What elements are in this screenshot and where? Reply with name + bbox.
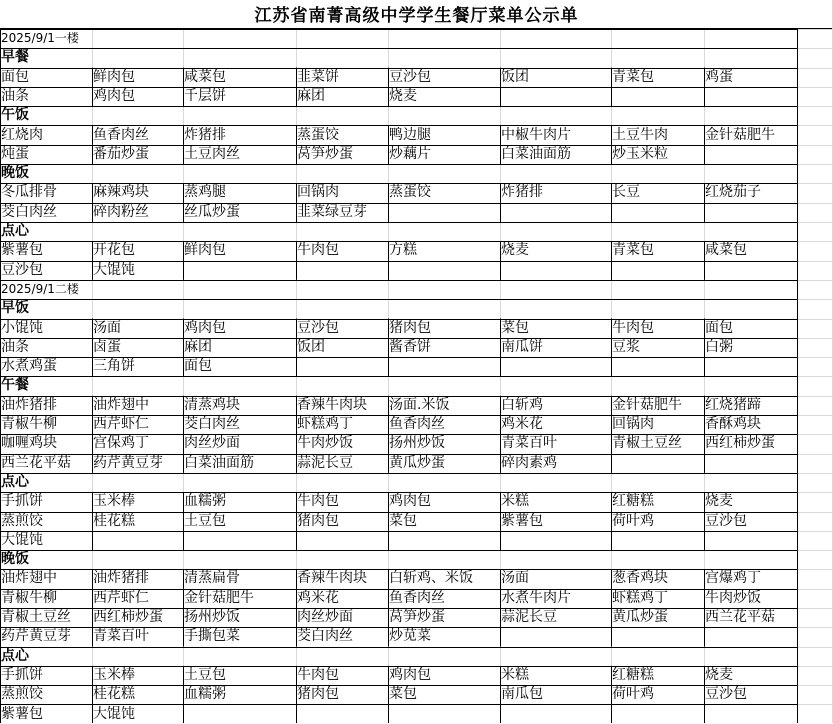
- menu-item-cell[interactable]: 香酥鸡块: [705, 416, 761, 432]
- menu-item-cell[interactable]: 白菜油面筋: [501, 145, 571, 162]
- menu-item-cell[interactable]: 虾糕鸡丁: [297, 416, 353, 432]
- menu-item-cell[interactable]: 回锅肉: [297, 184, 339, 201]
- menu-item-cell[interactable]: [704, 261, 705, 280]
- menu-item-cell[interactable]: 烧麦: [705, 666, 733, 683]
- menu-item-cell[interactable]: 扬州炒饭: [184, 609, 240, 625]
- menu-item-cell[interactable]: 西兰花平菇: [1, 454, 71, 471]
- floor-date-label: 2025/9/1一楼: [1, 31, 79, 45]
- menu-item-cell[interactable]: 西红柿炒蛋: [93, 609, 163, 625]
- menu-item-cell[interactable]: 青菜百叶: [501, 435, 557, 452]
- menu-item-cell[interactable]: [388, 357, 389, 376]
- menu-item-cell[interactable]: 西兰花平菇: [705, 609, 775, 625]
- menu-item-cell[interactable]: 菜包: [389, 686, 417, 703]
- menu-item-cell[interactable]: 蒸鸡腿: [184, 184, 226, 201]
- menu-item-cell[interactable]: 玉米棒: [93, 666, 135, 683]
- menu-item-cell[interactable]: [704, 705, 705, 724]
- menu-item-cell[interactable]: 鲜肉包: [184, 242, 226, 259]
- menu-item-cell[interactable]: 油炸猪排: [93, 570, 149, 587]
- menu-item-cell[interactable]: [611, 627, 612, 646]
- menu-item-cell[interactable]: 千层饼: [184, 87, 226, 104]
- floor-date-label: 2025/9/1二楼: [1, 281, 79, 296]
- menu-item-cell[interactable]: [388, 261, 389, 280]
- menu-item-cell[interactable]: [183, 705, 184, 724]
- menu-item-cell[interactable]: 咸菜包: [705, 242, 747, 259]
- menu-item-cell[interactable]: 葱香鸡块: [612, 570, 668, 587]
- menu-item-cell[interactable]: 金针菇肥牛: [184, 589, 254, 606]
- menu-item-cell[interactable]: 猪肉包: [389, 319, 431, 336]
- menu-item-cell[interactable]: [500, 203, 501, 222]
- menu-item-cell[interactable]: [611, 357, 612, 376]
- menu-item-cell[interactable]: 番茄炒蛋: [93, 145, 149, 162]
- menu-item-cell[interactable]: 菜包: [501, 319, 529, 336]
- menu-item-cell[interactable]: [611, 531, 612, 550]
- menu-item-cell[interactable]: [704, 87, 705, 106]
- menu-item-cell[interactable]: 南瓜包: [501, 686, 543, 703]
- menu-item-cell[interactable]: 汤面: [93, 319, 121, 336]
- menu-item-cell[interactable]: 烧麦: [389, 87, 417, 104]
- menu-item-cell[interactable]: 水煮牛肉片: [501, 589, 571, 606]
- menu-item-cell[interactable]: 香辣牛肉块: [297, 396, 367, 413]
- menu-item-cell[interactable]: 咸菜包: [184, 68, 226, 85]
- menu-item-cell[interactable]: 蒜泥长豆: [297, 454, 353, 471]
- menu-item-cell[interactable]: 猪肉包: [297, 512, 339, 529]
- menu-item-cell[interactable]: [704, 531, 705, 550]
- menu-item-cell[interactable]: 白菜油面筋: [184, 454, 254, 471]
- section-header: 点心: [1, 647, 29, 664]
- menu-item-cell[interactable]: 宫保鸡丁: [93, 435, 149, 452]
- menu-item-cell[interactable]: 韭菜饼: [297, 68, 339, 85]
- menu-item-cell[interactable]: [183, 531, 184, 550]
- menu-item-cell[interactable]: 面包: [1, 68, 29, 85]
- menu-item-cell[interactable]: 虾糕鸡丁: [612, 589, 668, 606]
- menu-item-cell[interactable]: 白斩鸡: [501, 396, 543, 413]
- menu-item-cell[interactable]: 炸猪排: [501, 184, 543, 201]
- menu-item-cell[interactable]: 小馄饨: [1, 319, 43, 336]
- menu-item-cell[interactable]: 土豆包: [184, 666, 226, 683]
- menu-item-cell[interactable]: 血糯粥: [184, 686, 226, 703]
- menu-item-cell[interactable]: 鱼香肉丝: [93, 126, 149, 143]
- menu-item-cell[interactable]: [296, 357, 297, 376]
- menu-item-cell[interactable]: 烧麦: [705, 493, 733, 510]
- menu-item-cell[interactable]: [388, 705, 389, 724]
- menu-item-cell[interactable]: 清蒸扁骨: [184, 570, 240, 587]
- menu-item-cell[interactable]: 手抓饼: [1, 493, 43, 510]
- menu-item-cell[interactable]: 豆浆: [612, 338, 640, 355]
- menu-item-cell[interactable]: 荷叶鸡: [612, 686, 654, 703]
- menu-item-cell[interactable]: 桂花糕: [93, 686, 135, 703]
- menu-item-cell[interactable]: 黄瓜炒蛋: [612, 609, 668, 625]
- menu-item-cell[interactable]: 米糕: [501, 666, 529, 683]
- menu-item-cell[interactable]: [704, 203, 705, 222]
- menu-item-cell[interactable]: 蒸煎饺: [1, 686, 43, 703]
- menu-item-cell[interactable]: [92, 531, 93, 550]
- menu-item-cell[interactable]: [611, 261, 612, 280]
- menu-item-cell[interactable]: 茭白肉丝: [184, 416, 240, 432]
- menu-item-cell[interactable]: 鱼香肉丝: [389, 416, 445, 432]
- menu-item-cell[interactable]: 咖喱鸡块: [1, 435, 57, 452]
- menu-item-cell[interactable]: 中椒牛肉片: [501, 126, 571, 143]
- menu-item-cell[interactable]: 蒸煎饺: [1, 512, 43, 529]
- menu-item-cell[interactable]: 牛肉包: [297, 493, 339, 510]
- menu-item-cell[interactable]: 紫薯包: [1, 705, 43, 722]
- menu-item-cell[interactable]: 鸡肉包: [184, 319, 226, 336]
- menu-item-cell[interactable]: [500, 705, 501, 724]
- menu-item-cell[interactable]: 西红柿炒蛋: [705, 435, 775, 452]
- menu-item-cell[interactable]: 土豆包: [184, 512, 226, 529]
- menu-item-cell[interactable]: [704, 145, 705, 164]
- menu-item-cell[interactable]: 炒玉米粒: [612, 145, 668, 162]
- menu-item-cell[interactable]: 青椒土豆丝: [612, 435, 682, 452]
- menu-item-cell[interactable]: 蒜泥长豆: [501, 609, 557, 625]
- menu-item-cell[interactable]: 牛肉包: [297, 666, 339, 683]
- menu-item-cell[interactable]: 肉丝炒面: [184, 435, 240, 452]
- menu-item-cell[interactable]: 汤面.米饭: [389, 396, 450, 413]
- menu-item-cell[interactable]: 方糕: [389, 242, 417, 259]
- menu-item-cell[interactable]: 鸡米花: [297, 589, 339, 606]
- section-header: 点心: [1, 223, 29, 239]
- menu-item-cell[interactable]: 碎肉素鸡: [501, 454, 557, 471]
- menu-item-cell[interactable]: 鸭边腿: [389, 126, 431, 143]
- menu-item-cell[interactable]: 金针菇肥牛: [705, 126, 775, 143]
- menu-item-cell[interactable]: 炖蛋: [1, 145, 29, 162]
- section-header: 晚饭: [1, 551, 29, 568]
- menu-item-cell[interactable]: 油条: [1, 87, 29, 104]
- menu-item-cell[interactable]: [611, 454, 612, 473]
- menu-item-cell[interactable]: 丝瓜炒蛋: [184, 203, 240, 220]
- menu-item-cell[interactable]: 莴笋炒蛋: [389, 609, 445, 625]
- menu-item-cell[interactable]: 金针菇肥牛: [612, 396, 682, 413]
- menu-item-cell[interactable]: 青椒土豆丝: [1, 609, 71, 625]
- menu-item-cell[interactable]: 白斩鸡、米饭: [389, 570, 473, 587]
- menu-item-cell[interactable]: 牛肉炒饭: [705, 589, 761, 606]
- menu-item-cell[interactable]: 豆沙包: [1, 261, 43, 278]
- menu-item-cell[interactable]: [388, 203, 389, 222]
- menu-item-cell[interactable]: [500, 87, 501, 106]
- menu-item-cell[interactable]: 清蒸鸡块: [184, 396, 240, 413]
- section-header: 点心: [1, 473, 29, 490]
- menu-item-cell[interactable]: 红烧肉: [1, 126, 43, 143]
- menu-item-cell[interactable]: 蒸蛋饺: [297, 126, 339, 143]
- menu-item-cell[interactable]: 鸡肉包: [389, 666, 431, 683]
- menu-item-cell[interactable]: 青菜包: [612, 68, 654, 85]
- menu-item-cell[interactable]: 黄瓜炒蛋: [389, 454, 445, 471]
- menu-item-cell[interactable]: 牛肉包: [612, 319, 654, 336]
- menu-item-cell[interactable]: 碎肉粉丝: [93, 203, 149, 220]
- menu-item-cell[interactable]: 茭白肉丝: [297, 628, 353, 645]
- menu-item-cell[interactable]: [500, 531, 501, 550]
- menu-item-cell[interactable]: 血糯粥: [184, 493, 226, 510]
- menu-item-cell[interactable]: [611, 705, 612, 724]
- menu-item-cell[interactable]: 手撕包菜: [184, 628, 240, 645]
- menu-item-cell[interactable]: 青椒牛柳: [1, 416, 57, 432]
- menu-item-cell[interactable]: [388, 531, 389, 550]
- menu-item-cell[interactable]: 鱼香肉丝: [389, 589, 445, 606]
- menu-item-cell[interactable]: 烧麦: [501, 242, 529, 259]
- menu-item-cell[interactable]: 牛肉包: [297, 242, 339, 259]
- menu-item-cell[interactable]: 南瓜饼: [501, 338, 543, 355]
- menu-item-cell[interactable]: 青菜百叶: [93, 628, 149, 645]
- menu-item-cell[interactable]: 豆沙包: [297, 319, 339, 336]
- menu-item-cell[interactable]: 水煮鸡蛋: [1, 358, 57, 375]
- menu-item-cell[interactable]: 汤面: [501, 570, 529, 587]
- menu-item-cell[interactable]: 药芹黄豆芽: [1, 628, 71, 645]
- menu-item-cell[interactable]: 酱香饼: [389, 338, 431, 355]
- menu-item-cell[interactable]: 面包: [184, 358, 212, 375]
- menu-item-cell[interactable]: 饭团: [501, 68, 529, 85]
- menu-item-cell[interactable]: 麻团: [184, 338, 212, 355]
- section-header: 午饭: [1, 107, 29, 124]
- menu-item-cell[interactable]: 红糖糕: [612, 493, 654, 510]
- menu-item-cell[interactable]: 茭白肉丝: [1, 203, 57, 220]
- menu-item-cell[interactable]: 卤蛋: [93, 338, 121, 355]
- menu-item-cell[interactable]: [296, 261, 297, 280]
- menu-item-cell[interactable]: 豆沙包: [705, 512, 747, 529]
- menu-item-cell[interactable]: 土豆牛肉: [612, 126, 668, 143]
- menu-item-cell[interactable]: 冬瓜排骨: [1, 184, 57, 201]
- menu-item-cell[interactable]: [704, 357, 705, 376]
- menu-item-cell[interactable]: 鸡肉包: [93, 87, 135, 104]
- menu-item-cell[interactable]: 大馄饨: [93, 705, 135, 722]
- menu-item-cell[interactable]: 肉丝炒面: [297, 609, 353, 625]
- menu-item-cell[interactable]: 饭团: [297, 338, 325, 355]
- menu-item-cell[interactable]: 鸡肉包: [389, 493, 431, 510]
- menu-item-cell[interactable]: 鲜肉包: [93, 68, 135, 85]
- menu-item-cell[interactable]: 鸡米花: [501, 416, 543, 432]
- menu-item-cell[interactable]: 油炸猪排: [1, 396, 57, 413]
- menu-item-cell[interactable]: 开花包: [93, 242, 135, 259]
- menu-item-cell[interactable]: [500, 357, 501, 376]
- menu-item-cell[interactable]: [704, 627, 705, 646]
- menu-item-cell[interactable]: 土豆肉丝: [184, 145, 240, 162]
- menu-item-cell[interactable]: 牛肉炒饭: [297, 435, 353, 452]
- menu-item-cell[interactable]: 韭菜绿豆芽: [297, 203, 367, 220]
- menu-item-cell[interactable]: [704, 454, 705, 473]
- menu-item-cell[interactable]: 豆沙包: [389, 68, 431, 85]
- menu-item-cell[interactable]: 青椒牛柳: [1, 589, 57, 606]
- menu-item-cell[interactable]: 扬州炒饭: [389, 435, 445, 452]
- menu-item-cell[interactable]: 西芹虾仁: [93, 589, 149, 606]
- menu-item-cell[interactable]: 玉米棒: [93, 493, 135, 510]
- menu-item-cell[interactable]: 炸猪排: [184, 126, 226, 143]
- page-title: 江苏省南菁高级中学学生餐厅菜单公示单: [254, 6, 579, 26]
- menu-item-cell[interactable]: [296, 531, 297, 550]
- menu-item-cell[interactable]: [611, 87, 612, 106]
- menu-item-cell[interactable]: 红糖糕: [612, 666, 654, 683]
- menu-item-cell[interactable]: [296, 705, 297, 724]
- menu-item-cell[interactable]: 炒藕片: [389, 145, 431, 162]
- menu-item-cell[interactable]: 菜包: [389, 512, 417, 529]
- menu-item-cell[interactable]: 西芹虾仁: [93, 416, 149, 432]
- menu-item-cell[interactable]: 荷叶鸡: [612, 512, 654, 529]
- section-header: 晚饭: [1, 165, 29, 182]
- menu-item-cell[interactable]: [183, 261, 184, 280]
- menu-item-cell[interactable]: 红烧茄子: [705, 184, 761, 201]
- menu-item-cell[interactable]: 油炸翅中: [1, 570, 57, 587]
- menu-item-cell[interactable]: 药芹黄豆芽: [93, 454, 163, 471]
- menu-item-cell[interactable]: 白粥: [705, 338, 733, 355]
- menu-item-cell[interactable]: 麻辣鸡块: [93, 184, 149, 201]
- menu-item-cell[interactable]: 桂花糕: [93, 512, 135, 529]
- menu-item-cell[interactable]: 炒苋菜: [389, 628, 431, 645]
- menu-item-cell[interactable]: 大馄饨: [93, 261, 135, 278]
- menu-item-cell[interactable]: [611, 203, 612, 222]
- menu-item-cell[interactable]: 油炸翅中: [93, 396, 149, 413]
- menu-item-cell[interactable]: 猪肉包: [297, 686, 339, 703]
- menu-item-cell[interactable]: 油条: [1, 338, 29, 355]
- menu-item-cell[interactable]: 紫薯包: [501, 512, 543, 529]
- menu-item-cell[interactable]: 三角饼: [93, 358, 135, 375]
- menu-item-cell[interactable]: [500, 627, 501, 646]
- section-header: 午餐: [1, 377, 29, 394]
- menu-item-cell[interactable]: 蒸蛋饺: [389, 184, 431, 201]
- menu-item-cell[interactable]: 鸡蛋: [705, 68, 733, 85]
- menu-item-cell[interactable]: 香辣牛肉块: [297, 570, 367, 587]
- menu-item-cell[interactable]: 回锅肉: [612, 416, 654, 432]
- menu-item-cell[interactable]: 长豆: [612, 184, 640, 201]
- menu-item-cell[interactable]: 莴笋炒蛋: [297, 145, 353, 162]
- menu-item-cell[interactable]: 紫薯包: [1, 242, 43, 259]
- menu-item-cell[interactable]: 红烧猪蹄: [705, 396, 761, 413]
- menu-item-cell[interactable]: 豆沙包: [705, 686, 747, 703]
- section-header: 早餐: [1, 49, 29, 66]
- menu-item-cell[interactable]: 麻团: [297, 87, 325, 104]
- section-header: 早饭: [1, 300, 29, 317]
- menu-item-cell[interactable]: 青菜包: [612, 242, 654, 259]
- menu-item-cell[interactable]: [500, 261, 501, 280]
- menu-item-cell[interactable]: 宫爆鸡丁: [705, 570, 761, 587]
- menu-item-cell[interactable]: 面包: [705, 319, 733, 336]
- menu-item-cell[interactable]: 米糕: [501, 493, 529, 510]
- menu-item-cell[interactable]: 大馄饨: [1, 531, 43, 548]
- menu-item-cell[interactable]: 手抓饼: [1, 666, 43, 683]
